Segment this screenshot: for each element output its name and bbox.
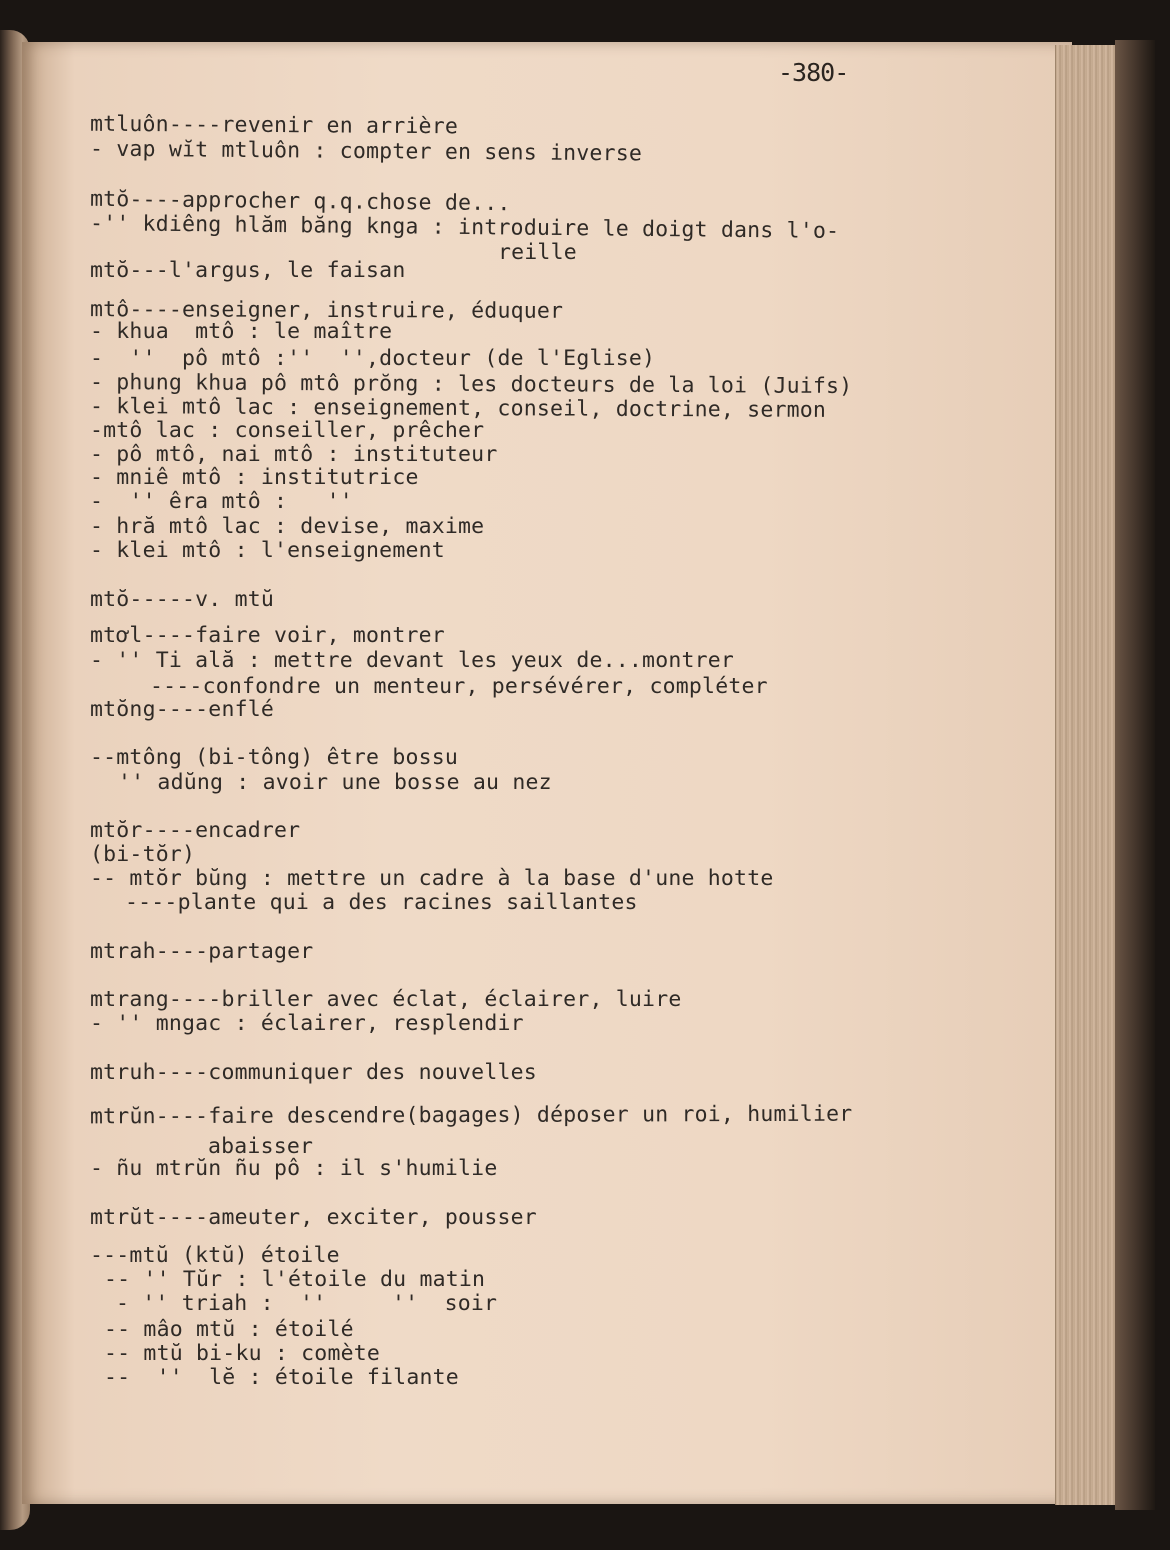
- entry-line: mtơl----faire voir, montrer: [90, 623, 445, 648]
- entry-line: ----plante qui a des racines saillantes: [125, 890, 638, 915]
- entry-line: - '' triah : '' '' soir: [116, 1291, 498, 1316]
- entry-line: --mtông (bi-tông) être bossu: [90, 745, 459, 770]
- page-number: -380-: [778, 58, 849, 87]
- entry-line: - '' mngac : éclairer, resplendir: [90, 1011, 524, 1036]
- entry-line: - '' êra mtô : '': [90, 489, 353, 514]
- entry-line: -'' kdiêng hlăm băng knga : introduire le doigt dans l'o-: [89, 211, 840, 244]
- entry-line: mtruh----communiquer des nouvelles: [90, 1060, 537, 1085]
- page-block-edges: [1055, 45, 1116, 1505]
- book-cover-edge: [1115, 40, 1155, 1510]
- entry-line: - phung khua pô mtô prŏng : les docteurs de la loi (Juifs): [89, 370, 853, 399]
- entry-line: - klei mtô lac : enseignement, conseil, doctrine, sermon: [89, 394, 827, 423]
- entry-line: mtrang----briller avec éclat, éclairer, luire: [90, 987, 682, 1012]
- entry-line: mtrŭt----ameuter, exciter, pousser: [90, 1205, 537, 1230]
- entry-line: mtluôn----revenir en arrière: [89, 111, 459, 140]
- entry-line: mtŏ----approcher q.q.chose de...: [89, 186, 511, 217]
- entry-line: (bi-tŏr): [90, 842, 196, 867]
- entry-line: '' adŭng : avoir une bosse au nez: [118, 770, 552, 795]
- entry-line: -mtô lac : conseiller, prêcher: [90, 418, 485, 443]
- entry-line: mtrŭn----faire descendre(bagages) déposer un roi, humilier: [89, 1101, 853, 1130]
- entry-line: ---mtŭ (ktŭ) étoile: [90, 1243, 340, 1268]
- entry-line: -- mtŭ bi-ku : comète: [104, 1341, 381, 1366]
- entry-line: - '' Ti ală : mettre devant les yeux de...montrer: [90, 648, 735, 673]
- entry-line: mtŏng----enflé: [90, 697, 275, 722]
- entry-line: mtô----enseigner, instruire, éduquer: [89, 297, 564, 324]
- entry-line: -- mtŏr bŭng : mettre un cadre à la base d'une hotte: [90, 866, 774, 891]
- entry-line: - klei mtô : l'enseignement: [90, 538, 445, 563]
- entry-line: - ñu mtrŭn ñu pô : il s'humilie: [90, 1156, 498, 1181]
- entry-line: mtŏ---l'argus, le faisan: [90, 258, 406, 283]
- entry-line: abaisser: [208, 1134, 314, 1159]
- entry-line: - mniê mtô : institutrice: [90, 465, 419, 490]
- entry-line: - hră mtô lac : devise, maxime: [90, 514, 485, 539]
- entry-line: - pô mtô, nai mtô : instituteur: [90, 442, 498, 467]
- entry-line: reille: [498, 240, 577, 265]
- entry-line: mtŏ-----v. mtŭ: [90, 587, 275, 612]
- entry-line: ----confondre un menteur, persévérer, compléter: [150, 674, 768, 699]
- entry-line: mtrah----partager: [90, 939, 314, 964]
- entry-line: - khua mtô : le maître: [90, 319, 393, 344]
- entry-line: - vap wĭt mtluôn : compter en sens inverse: [89, 136, 643, 167]
- entry-line: - '' pô mtô :'' '',docteur (de l'Eglise): [90, 346, 656, 371]
- entry-line: -- '' lĕ : étoile filante: [104, 1365, 459, 1390]
- entry-line: -- '' Tŭr : l'étoile du matin: [104, 1267, 486, 1292]
- entry-line: -- mâo mtŭ : étoilé: [104, 1317, 354, 1342]
- entry-line: mtŏr----encadrer: [90, 818, 301, 843]
